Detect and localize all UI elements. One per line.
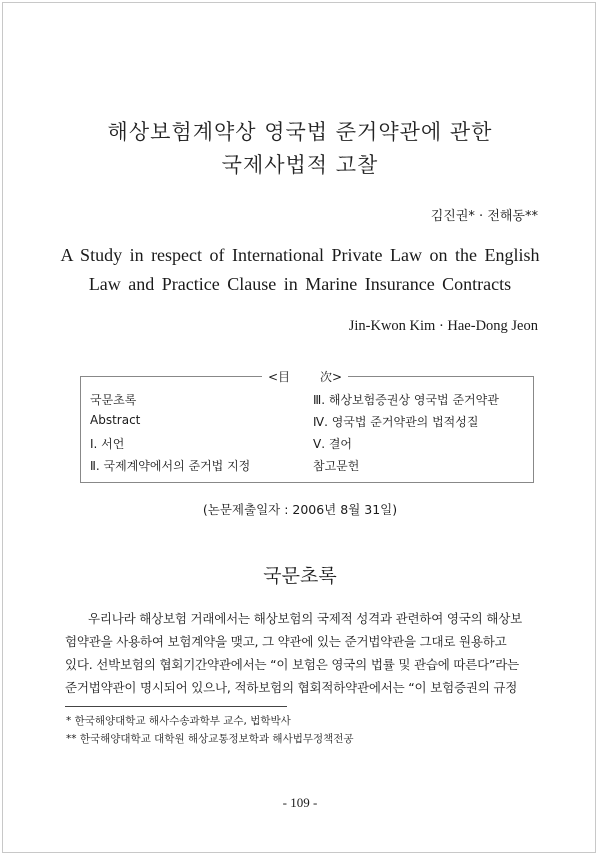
authors-korean: 김진권* · 전해동** (430, 209, 538, 224)
footnote-divider (65, 706, 287, 707)
footnote-author-2: ** 한국해양대학교 대학원 해상교통정보학과 해사법무정책전공 (66, 733, 354, 745)
submission-date: (논문제출일자 : 2006년 8월 31일) (202, 502, 398, 517)
title-korean-line-1: 해상보험계약상 영국법 준거약관에 관한 (107, 120, 493, 144)
title-english-line-1: A Study in respect of International Private Law on the English (60, 245, 540, 265)
toc-heading-left: <目 (267, 370, 290, 384)
title-korean-line-2: 국제사법적 고찰 (221, 153, 379, 177)
toc-heading-right: 次> (320, 370, 343, 384)
toc-item-governing-law: Ⅱ. 국제계약에서의 준거법 지정 (90, 459, 251, 473)
body-text-line: 준거법약관이 명시되어 있으나, 적하보험의 협회적하약관에서는 “이 보험증권의 규정 (65, 680, 518, 695)
toc-item-conclusion: Ⅴ. 결어 (313, 437, 353, 451)
authors-english: Jin-Kwon Kim · Hae-Dong Jeon (348, 318, 538, 334)
toc-item-legal-nature: Ⅳ. 영국법 준거약관의 법적성질 (313, 415, 479, 429)
title-english-line-2: Law and Practice Clause in Marine Insurance Contracts (88, 274, 512, 294)
body-text-line: 있다. 선박보험의 협회기간약관에서는 “이 보험은 영국의 법률 및 관습에 따른다”라는 (65, 657, 520, 672)
body-text-line: 험약관을 사용하여 보험계약을 맺고, 그 약관에 있는 준거법약관을 그대로 원용하고 (65, 634, 507, 649)
section-heading-korean-abstract: 국문초록 (263, 565, 337, 587)
toc-heading (262, 368, 348, 385)
footnote-author-1: * 한국해양대학교 해사수송과학부 교수, 법학박사 (66, 715, 291, 727)
page-number: - 109 - (282, 795, 318, 810)
toc-item-references: 참고문헌 (313, 459, 360, 473)
toc-item-introduction: Ⅰ. 서언 (90, 437, 125, 451)
body-text-line: 우리나라 해상보험 거래에서는 해상보험의 국제적 성격과 관련하여 영국의 해상보 (88, 611, 522, 626)
toc-item-english-law-clause: Ⅲ. 해상보험증권상 영국법 준거약관 (313, 393, 499, 407)
toc-item-korean-abstract: 국문초록 (90, 393, 137, 407)
toc-item-abstract: Abstract (90, 413, 141, 427)
